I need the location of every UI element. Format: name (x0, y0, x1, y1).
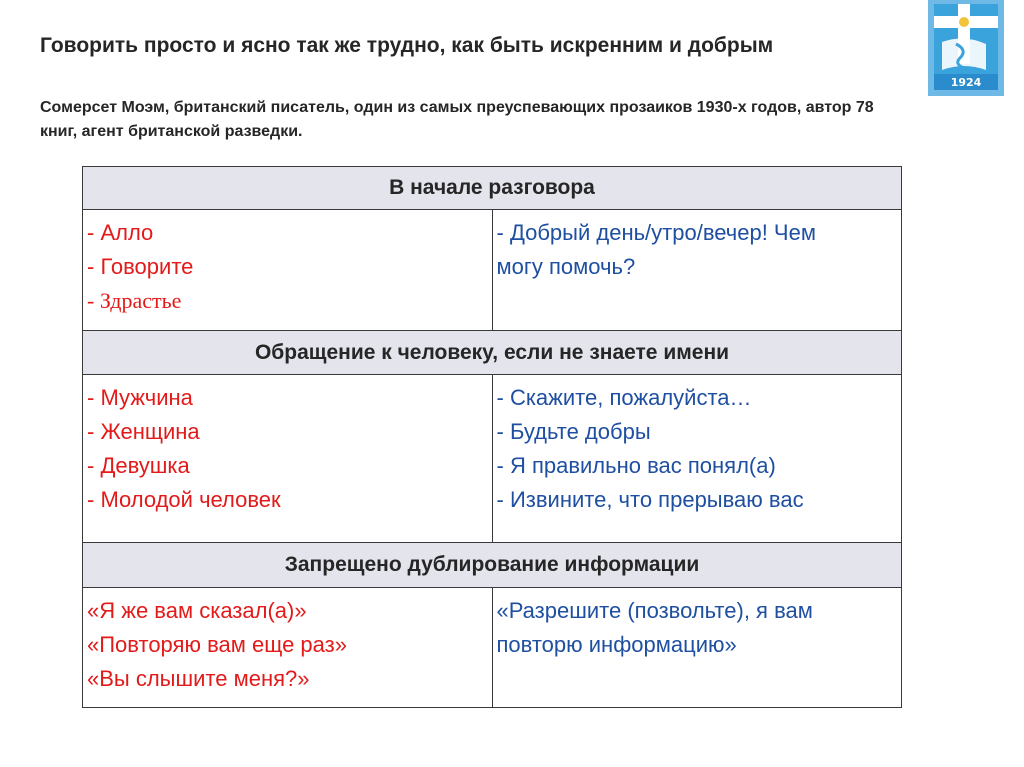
section-header: В начале разговора (83, 167, 902, 210)
correct-phrase: «Разрешите (позвольте), я вам (496, 598, 813, 623)
wrong-phrases-cell (83, 588, 493, 708)
correct-phrases-cell (492, 375, 902, 543)
correct-phrase: - Я правильно вас понял(а) (496, 453, 776, 478)
wrong-phrase: «Повторяю вам еще раз» (87, 632, 347, 657)
logo-year: 1924 (950, 76, 982, 89)
wrong-phrase: - Алло (87, 220, 154, 245)
correct-phrases-cell (492, 210, 902, 331)
wrong-phrase: - Молодой человек (87, 487, 281, 512)
correct-phrase: - Скажите, пожалуйста… (496, 385, 752, 410)
page-subtitle: Сомерсет Моэм, британский писатель, один из самых преуспевающих прозаиков 1930-х годов, автор 78 книг, агент британской разведки. (40, 99, 874, 140)
table-row (83, 210, 902, 331)
wrong-phrase: - Девушка (87, 453, 190, 478)
table-header-row (83, 331, 902, 375)
etiquette-table (82, 166, 902, 708)
table-header-row (83, 167, 902, 210)
wrong-phrases-cell (83, 375, 493, 543)
section-header: Обращение к человеку, если не знаете имени (83, 331, 902, 375)
correct-phrases-cell (492, 588, 902, 708)
correct-phrase: - Будьте добры (496, 419, 651, 444)
wrong-phrase: - Женщина (87, 419, 200, 444)
correct-phrase: могу помочь? (496, 254, 636, 279)
wrong-phrase: - Здрастье (87, 288, 182, 313)
page-title: Говорить просто и ясно так же трудно, как быть искренним и добрым (40, 34, 774, 57)
correct-phrase: - Добрый день/утро/вечер! Чем (496, 220, 816, 245)
wrong-phrase: «Вы слышите меня?» (87, 666, 310, 691)
section-header: Запрещено дублирование информации (83, 543, 902, 588)
logo (928, 0, 1004, 96)
table-row (83, 375, 902, 543)
wrong-phrases-cell (83, 210, 493, 331)
wrong-phrase: «Я же вам сказал(а)» (87, 598, 307, 623)
correct-phrase: повторю информацию» (496, 632, 737, 657)
table-row (83, 588, 902, 708)
correct-phrase: - Извините, что прерываю вас (496, 487, 804, 512)
table-header-row (83, 543, 902, 588)
wrong-phrase: - Мужчина (87, 385, 193, 410)
wrong-phrase: - Говорите (87, 254, 194, 279)
medical-emblem-icon (928, 0, 1004, 96)
